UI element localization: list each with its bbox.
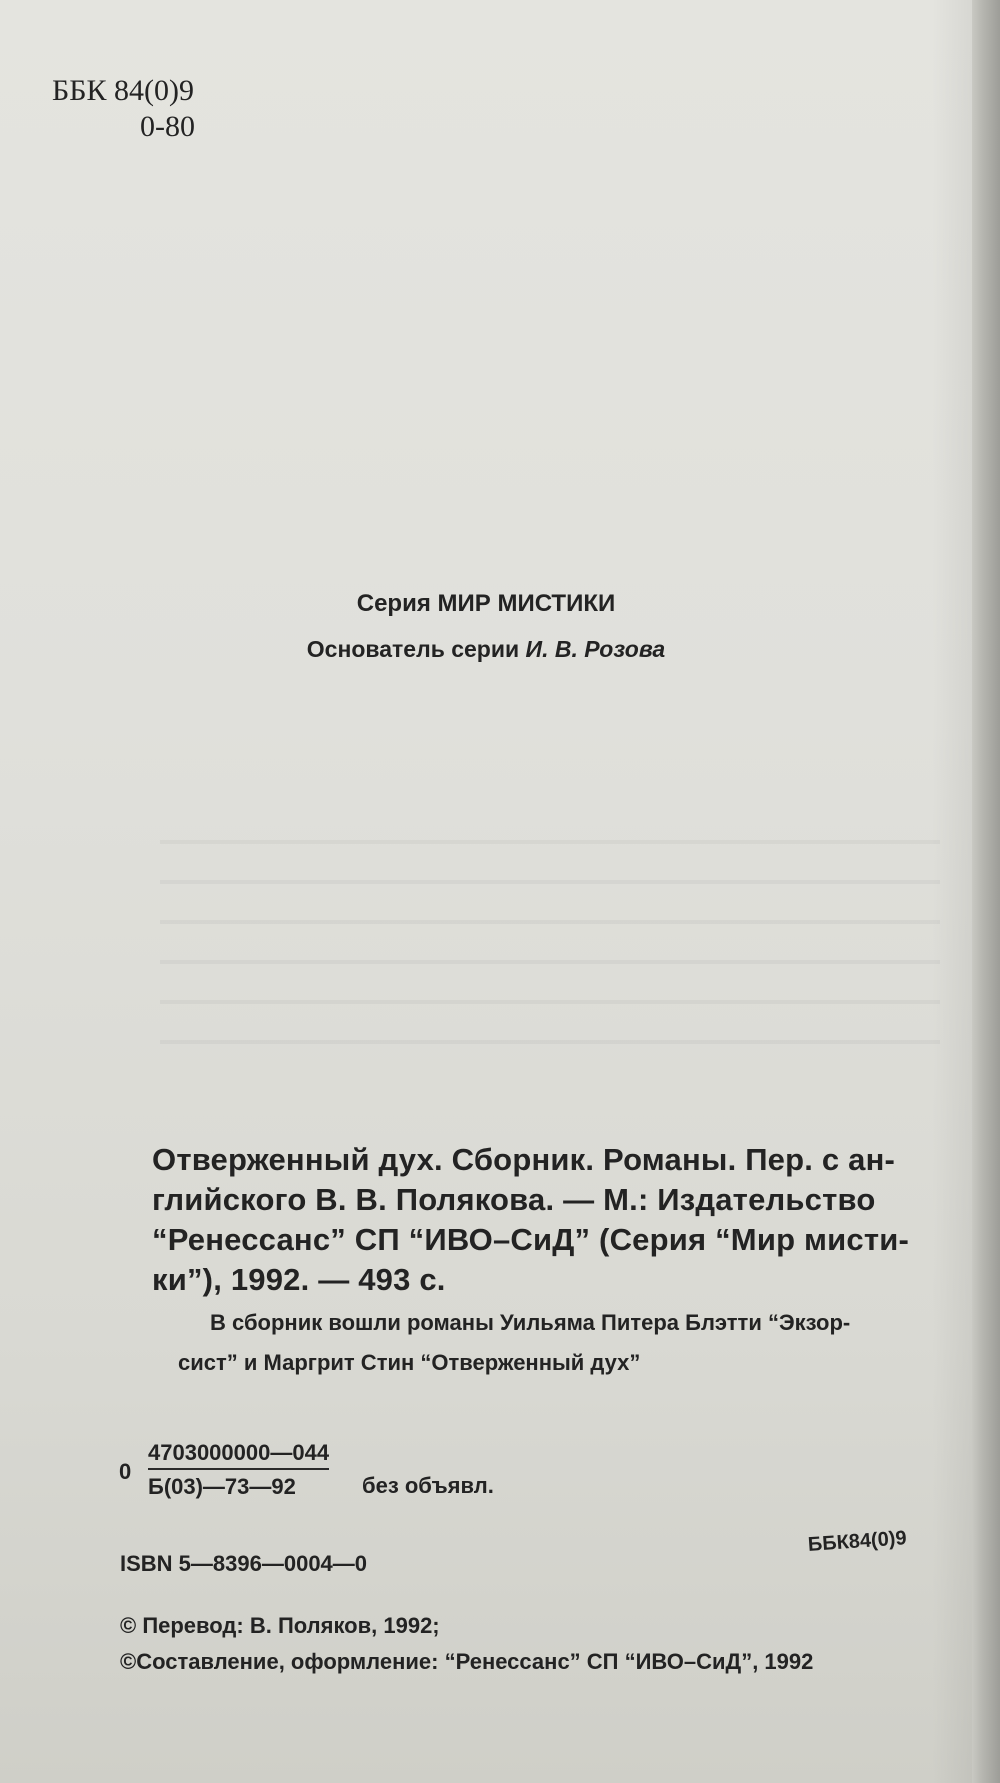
catalog-code-prefix: 0	[119, 1459, 132, 1484]
author-index: 0-80	[140, 110, 195, 143]
show-through-shadow	[160, 840, 940, 844]
show-through-shadow	[160, 1000, 940, 1004]
catalog-code-suffix: без объявл.	[362, 1473, 494, 1498]
bibliographic-line: ки”), 1992. — 493 с.	[152, 1262, 446, 1297]
series-founder	[0, 636, 972, 663]
series-prefix: Серия	[356, 590, 431, 617]
show-through-shadow	[160, 960, 940, 964]
founder-name: И. В. Розова	[525, 636, 666, 662]
bbk-classification: ББК 84(0)9	[52, 74, 194, 107]
founder-prefix: Основатель серии	[306, 636, 520, 662]
show-through-shadow	[160, 880, 940, 884]
bibliographic-line: “Ренессанс” СП “ИВО–СиД” (Серия “Мир мисти-	[152, 1222, 910, 1257]
copyright-translation: © Перевод: В. Поляков, 1992;	[120, 1613, 440, 1638]
annotation-line: В сборник вошли романы Уильяма Питера Блэтти “Экзор-	[210, 1310, 851, 1335]
isbn: ISBN 5—8396—0004—0	[120, 1551, 368, 1576]
catalog-code-denominator: Б(03)—73—92	[148, 1474, 296, 1499]
annotation	[178, 1303, 851, 1383]
bibliographic-line: глийского В. В. Полякова. — М.: Издательство	[152, 1182, 876, 1217]
bbk-classification-bottom: ББК84(0)9	[807, 1527, 908, 1556]
series-title	[0, 590, 972, 618]
page-edge	[972, 0, 1000, 1783]
bibliographic-line: Отверженный дух. Сборник. Романы. Пер. с ан-	[152, 1142, 896, 1177]
show-through-shadow	[160, 920, 940, 924]
annotation-line: сист” и Маргрит Стин “Отверженный дух”	[178, 1350, 641, 1375]
catalog-code-fraction	[148, 1440, 329, 1502]
catalog-code-numerator: 4703000000—044	[148, 1440, 329, 1470]
show-through-shadow	[160, 1040, 940, 1044]
series-name: МИР МИСТИКИ	[437, 590, 616, 617]
copyright-compilation: ©Составление, оформление: “Ренессанс” СП “ИВО–СиД”, 1992	[120, 1649, 814, 1674]
bibliographic-entry	[152, 1140, 942, 1300]
